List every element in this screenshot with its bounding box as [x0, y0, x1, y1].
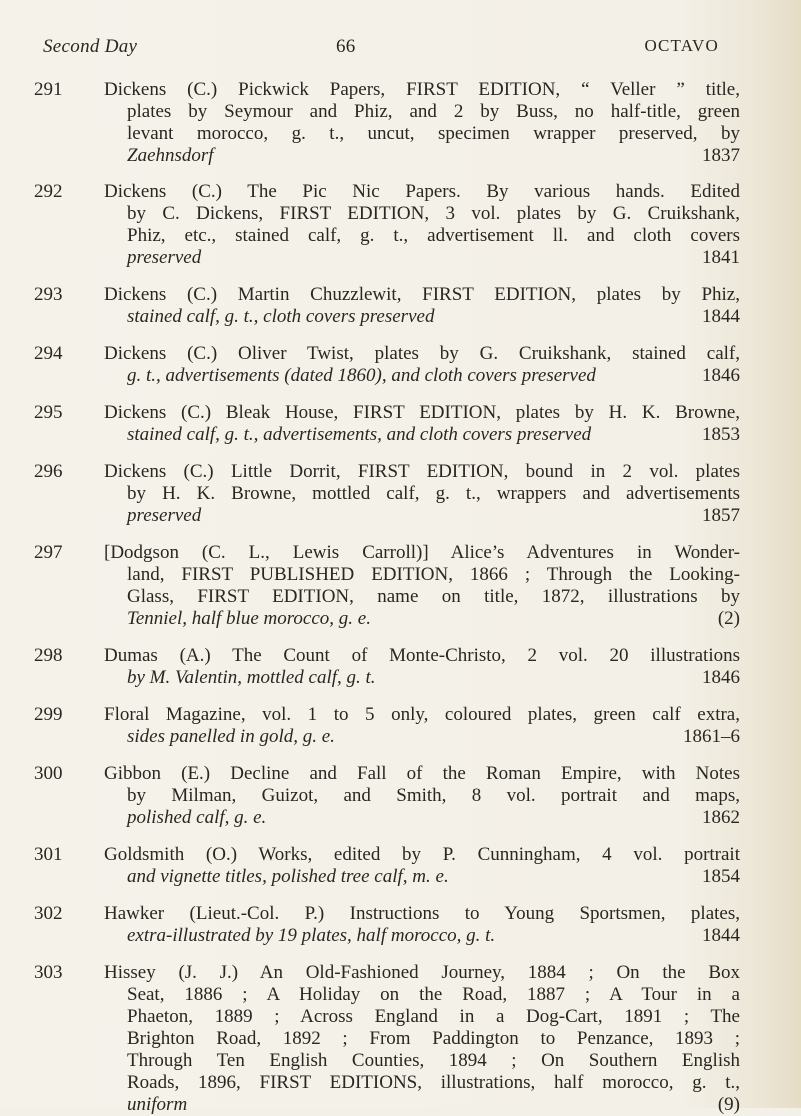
- lot-final-line: [104, 866, 740, 888]
- lot-description: [104, 284, 740, 328]
- lot-description: [104, 704, 740, 748]
- lot-number: 293: [34, 284, 63, 305]
- lot-date: 1862: [702, 807, 740, 828]
- lot-number: 296: [34, 461, 63, 482]
- lot-final-text: uniform: [127, 1094, 188, 1115]
- lot-number: 298: [34, 645, 63, 666]
- lot-description: [104, 962, 740, 1116]
- lot-number: 302: [34, 903, 63, 924]
- lot-final-text: and vignette titles, polished tree calf, m. e.: [127, 866, 449, 887]
- lot-final-text: sides panelled in gold, g. e.: [127, 726, 335, 747]
- lot-final-line: [104, 247, 740, 269]
- lot-date: (9): [717, 1094, 740, 1115]
- lot-final-line: [104, 424, 740, 446]
- lot-date: 1841: [702, 247, 740, 268]
- lot-final-line: [104, 365, 740, 387]
- lot-number: 303: [34, 962, 63, 983]
- lot-list: [0, 79, 801, 1116]
- lot-final-line: [104, 726, 740, 748]
- lot-description: [104, 181, 740, 269]
- lot-final-line: [104, 608, 740, 630]
- lot-description: [104, 402, 740, 446]
- lot-description: [104, 79, 740, 167]
- lot-number: 291: [34, 79, 63, 100]
- lot-number: 300: [34, 763, 63, 784]
- lot-line: Phaeton, 1889 ; Across England in a Dog-Cart, 1891 ; The: [127, 1006, 740, 1027]
- lot-line: Seat, 1886 ; A Holiday on the Road, 1887 ; A Tour in a: [127, 984, 740, 1005]
- lot-final-line: [104, 306, 740, 328]
- lot-line: by Milman, Guizot, and Smith, 8 vol. portrait and maps,: [127, 785, 740, 806]
- lot-entry: [0, 704, 801, 748]
- lot-number: 292: [34, 181, 63, 202]
- lot-final-text: extra-illustrated by 19 plates, half morocco, g. t.: [127, 925, 496, 946]
- lot-entry: [0, 402, 801, 446]
- lot-date: 1846: [702, 667, 740, 688]
- lot-entry: [0, 542, 801, 630]
- lot-line: levant morocco, g. t., uncut, specimen wrapper preserved, by: [127, 123, 740, 144]
- lot-description: [104, 542, 740, 630]
- header-day: Second Day: [43, 36, 138, 57]
- lot-line: Dickens (C.) Martin Chuzzlewit, FIRST EDITION, plates by Phiz,: [104, 284, 740, 305]
- lot-date: 1854: [702, 866, 740, 887]
- page-header: [43, 36, 719, 62]
- lot-final-text: preserved: [127, 505, 202, 526]
- page-number: 66: [336, 36, 356, 57]
- lot-final-line: [104, 667, 740, 689]
- lot-date: 1844: [702, 925, 740, 946]
- lot-line: Glass, FIRST EDITION, name on title, 1872, illustrations by: [127, 586, 740, 607]
- lot-line: by H. K. Browne, mottled calf, g. t., wrappers and advertisements: [127, 483, 740, 504]
- lot-entry: [0, 343, 801, 387]
- lot-line: by C. Dickens, FIRST EDITION, 3 vol. plates by G. Cruikshank,: [127, 203, 740, 224]
- lot-final-text: stained calf, g. t., cloth covers preserved: [127, 306, 435, 327]
- lot-line: Hawker (Lieut.-Col. P.) Instructions to Young Sportsmen, plates,: [104, 903, 740, 924]
- lot-entry: [0, 79, 801, 167]
- lot-number: 294: [34, 343, 63, 364]
- lot-final-line: [104, 505, 740, 527]
- lot-entry: [0, 645, 801, 689]
- lot-final-line: [104, 145, 740, 167]
- lot-final-text: Tenniel, half blue morocco, g. e.: [127, 608, 371, 629]
- lot-final-text: stained calf, g. t., advertisements, and cloth covers preserved: [127, 424, 592, 445]
- lot-number: 301: [34, 844, 63, 865]
- lot-final-line: [104, 925, 740, 947]
- lot-final-text: Zaehnsdorf: [127, 145, 214, 166]
- lot-entry: [0, 461, 801, 527]
- lot-line: Roads, 1896, FIRST EDITIONS, illustrations, half morocco, g. t.,: [127, 1072, 740, 1093]
- lot-date: 1844: [702, 306, 740, 327]
- lot-line: Goldsmith (O.) Works, edited by P. Cunningham, 4 vol. portrait: [104, 844, 740, 865]
- lot-line: Dumas (A.) The Count of Monte-Christo, 2 vol. 20 illustrations: [104, 645, 740, 666]
- lot-entry: [0, 763, 801, 829]
- lot-line: Dickens (C.) Bleak House, FIRST EDITION, plates by H. K. Browne,: [104, 402, 740, 423]
- lot-number: 295: [34, 402, 63, 423]
- lot-description: [104, 343, 740, 387]
- lot-date: 1861–6: [683, 726, 740, 747]
- lot-line: Brighton Road, 1892 ; From Paddington to Penzance, 1893 ;: [127, 1028, 740, 1049]
- lot-number: 297: [34, 542, 63, 563]
- lot-date: (2): [717, 608, 740, 629]
- lot-line: Phiz, etc., stained calf, g. t., advertisement ll. and cloth covers: [127, 225, 740, 246]
- lot-line: Dickens (C.) Little Dorrit, FIRST EDITION, bound in 2 vol. plates: [104, 461, 740, 482]
- lot-description: [104, 645, 740, 689]
- lot-number: 299: [34, 704, 63, 725]
- lot-line: Floral Magazine, vol. 1 to 5 only, coloured plates, green calf extra,: [104, 704, 740, 725]
- lot-line: Dickens (C.) The Pic Nic Papers. By various hands. Edited: [104, 181, 740, 202]
- lot-description: [104, 461, 740, 527]
- lot-final-line: [104, 1094, 740, 1116]
- lot-entry: [0, 181, 801, 269]
- lot-description: [104, 763, 740, 829]
- lot-description: [104, 903, 740, 947]
- lot-date: 1853: [702, 424, 740, 445]
- lot-line: Gibbon (E.) Decline and Fall of the Roman Empire, with Notes: [104, 763, 740, 784]
- lot-line: land, FIRST PUBLISHED EDITION, 1866 ; Through the Looking-: [127, 564, 740, 585]
- header-section: OCTAVO: [644, 36, 719, 55]
- lot-line: Dickens (C.) Pickwick Papers, FIRST EDITION, “ Veller ” title,: [104, 79, 740, 100]
- lot-entry: [0, 844, 801, 888]
- lot-entry: [0, 962, 801, 1116]
- lot-final-text: preserved: [127, 247, 202, 268]
- lot-line: Hissey (J. J.) An Old-Fashioned Journey, 1884 ; On the Box: [104, 962, 740, 983]
- lot-description: [104, 844, 740, 888]
- lot-final-text: polished calf, g. e.: [127, 807, 267, 828]
- lot-final-line: [104, 807, 740, 829]
- lot-entry: [0, 903, 801, 947]
- lot-final-text: by M. Valentin, mottled calf, g. t.: [127, 667, 376, 688]
- lot-line: plates by Seymour and Phiz, and 2 by Buss, no half-title, green: [127, 101, 740, 122]
- lot-date: 1846: [702, 365, 740, 386]
- lot-date: 1857: [702, 505, 740, 526]
- lot-final-text: g. t., advertisements (dated 1860), and cloth covers preserved: [127, 365, 596, 386]
- lot-line: [Dodgson (C. L., Lewis Carroll)] Alice’s Adventures in Wonder-: [104, 542, 740, 563]
- lot-line: Dickens (C.) Oliver Twist, plates by G. Cruikshank, stained calf,: [104, 343, 740, 364]
- lot-date: 1837: [702, 145, 740, 166]
- lot-line: Through Ten English Counties, 1894 ; On Southern English: [127, 1050, 740, 1071]
- lot-entry: [0, 284, 801, 328]
